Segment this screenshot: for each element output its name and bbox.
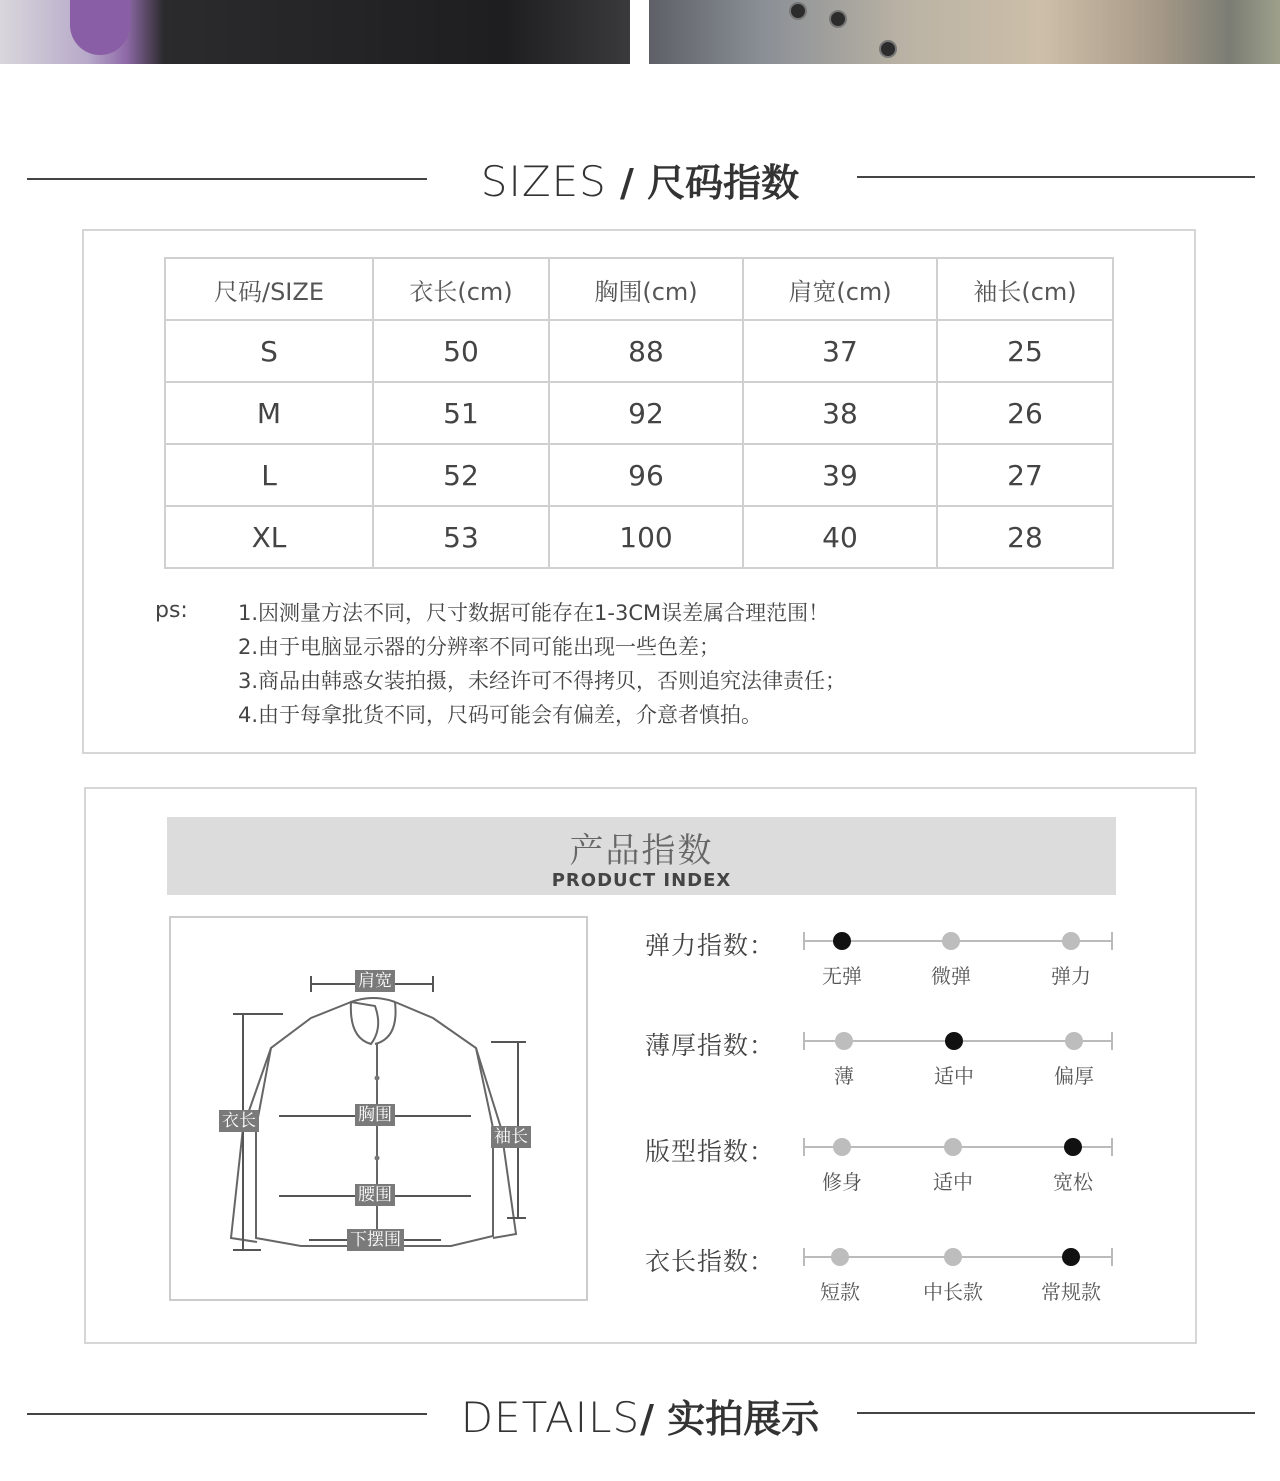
cell-size: M — [165, 382, 373, 444]
cell-chest: 100 — [549, 506, 743, 568]
index-option: 适中 — [933, 1170, 973, 1194]
index-dot — [944, 1248, 962, 1266]
index-option: 无弹 — [822, 964, 862, 988]
cell-shoulder: 38 — [743, 382, 937, 444]
title-en: SIZES — [480, 157, 607, 206]
index-dot — [1065, 1032, 1083, 1050]
size-table — [164, 257, 1114, 569]
index-option: 微弹 — [931, 964, 971, 988]
cell-sleeve: 27 — [937, 444, 1113, 506]
product-photo-left — [0, 0, 630, 64]
index-thickness — [645, 1031, 1125, 1110]
title-sep: / — [606, 161, 648, 205]
index-name: 衣长指数： — [645, 1247, 776, 1276]
cell-size: S — [165, 320, 373, 382]
index-option: 弹力 — [1051, 964, 1091, 988]
cell-shoulder: 39 — [743, 444, 937, 506]
index-length — [645, 1247, 1125, 1326]
index-name: 版型指数： — [645, 1137, 776, 1166]
product-index-title-en: PRODUCT INDEX — [551, 870, 732, 891]
photo-detail — [70, 0, 130, 55]
product-index-title-cn: 产品指数 — [569, 831, 714, 871]
index-dot — [835, 1032, 853, 1050]
index-elasticity — [645, 931, 1125, 1010]
cell-sleeve: 25 — [937, 320, 1113, 382]
cell-length: 51 — [373, 382, 549, 444]
label-waist: 腰围 — [355, 1184, 395, 1206]
index-dot — [942, 932, 960, 950]
header-shoulder: 肩宽(cm) — [743, 258, 937, 320]
product-photo-right — [649, 0, 1280, 64]
index-dot — [1064, 1138, 1082, 1156]
index-dot — [944, 1138, 962, 1156]
index-track — [803, 1256, 1113, 1304]
photo-detail — [789, 2, 807, 20]
note-item: 1.因测量方法不同，尺寸数据可能存在1-3CM误差属合理范围！ — [238, 601, 830, 625]
notes-label: ps: — [155, 598, 188, 623]
photo-detail — [879, 40, 897, 58]
index-dot — [945, 1032, 963, 1050]
cell-chest: 96 — [549, 444, 743, 506]
index-option: 中长款 — [923, 1280, 983, 1304]
cell-sleeve: 26 — [937, 382, 1113, 444]
label-chest: 胸围 — [355, 1104, 395, 1126]
cell-chest: 92 — [549, 382, 743, 444]
title-sep: / — [640, 1397, 668, 1441]
shirt-diagram — [169, 916, 588, 1301]
index-option: 薄 — [834, 1064, 854, 1088]
label-hem: 下摆围 — [347, 1229, 404, 1251]
header-length: 衣长(cm) — [373, 258, 549, 320]
index-name: 弹力指数： — [645, 931, 776, 960]
table-row — [165, 444, 1113, 506]
index-option: 偏厚 — [1054, 1064, 1094, 1088]
track-tick — [803, 1248, 805, 1266]
index-track — [803, 940, 1113, 988]
notes-list — [238, 596, 846, 732]
cell-length: 50 — [373, 320, 549, 382]
label-sleeve: 袖长 — [491, 1126, 531, 1148]
index-dot — [833, 932, 851, 950]
track-tick — [803, 1032, 805, 1050]
title-cn: 尺码指数 — [647, 161, 800, 205]
cell-size: XL — [165, 506, 373, 568]
index-option: 短款 — [820, 1280, 860, 1304]
track-tick — [1111, 1248, 1113, 1266]
track-tick — [1111, 1032, 1113, 1050]
table-row — [165, 320, 1113, 382]
index-dot — [831, 1248, 849, 1266]
index-option: 常规款 — [1041, 1280, 1101, 1304]
index-dot — [1062, 1248, 1080, 1266]
cell-size: L — [165, 444, 373, 506]
title-cn: 实拍展示 — [667, 1397, 820, 1441]
header-size: 尺码/SIZE — [165, 258, 373, 320]
track-tick — [803, 932, 805, 950]
index-name: 薄厚指数： — [645, 1031, 776, 1060]
note-item: 4.由于每拿批货不同，尺码可能会有偏差，介意者慎拍。 — [238, 703, 763, 727]
index-fit — [645, 1137, 1125, 1216]
header-sleeve: 袖长(cm) — [937, 258, 1113, 320]
details-section-title — [0, 1388, 1280, 1444]
table-row — [165, 382, 1113, 444]
index-dot — [1062, 932, 1080, 950]
index-track — [803, 1146, 1113, 1194]
cell-length: 53 — [373, 506, 549, 568]
table-header-row — [165, 258, 1113, 320]
cell-sleeve: 28 — [937, 506, 1113, 568]
index-option: 修身 — [822, 1170, 862, 1194]
table-row — [165, 506, 1113, 568]
index-option: 适中 — [934, 1064, 974, 1088]
track-tick — [803, 1138, 805, 1156]
cell-shoulder: 37 — [743, 320, 937, 382]
sizes-section-title — [0, 152, 1280, 208]
track-tick — [1111, 932, 1113, 950]
cell-chest: 88 — [549, 320, 743, 382]
photo-detail — [829, 10, 847, 28]
header-chest: 胸围(cm) — [549, 258, 743, 320]
cell-shoulder: 40 — [743, 506, 937, 568]
index-track — [803, 1040, 1113, 1088]
product-index-header — [167, 817, 1116, 895]
note-item: 3.商品由韩惑女装拍摄，未经许可不得拷贝，否则追究法律责任； — [238, 669, 847, 693]
track-tick — [1111, 1138, 1113, 1156]
cell-length: 52 — [373, 444, 549, 506]
index-option: 宽松 — [1053, 1170, 1093, 1194]
label-length: 衣长 — [219, 1110, 259, 1132]
note-item: 2.由于电脑显示器的分辨率不同可能出现一些色差； — [238, 635, 721, 659]
title-en: DETAILS — [460, 1393, 641, 1442]
index-dot — [833, 1138, 851, 1156]
label-shoulder: 肩宽 — [355, 970, 395, 992]
